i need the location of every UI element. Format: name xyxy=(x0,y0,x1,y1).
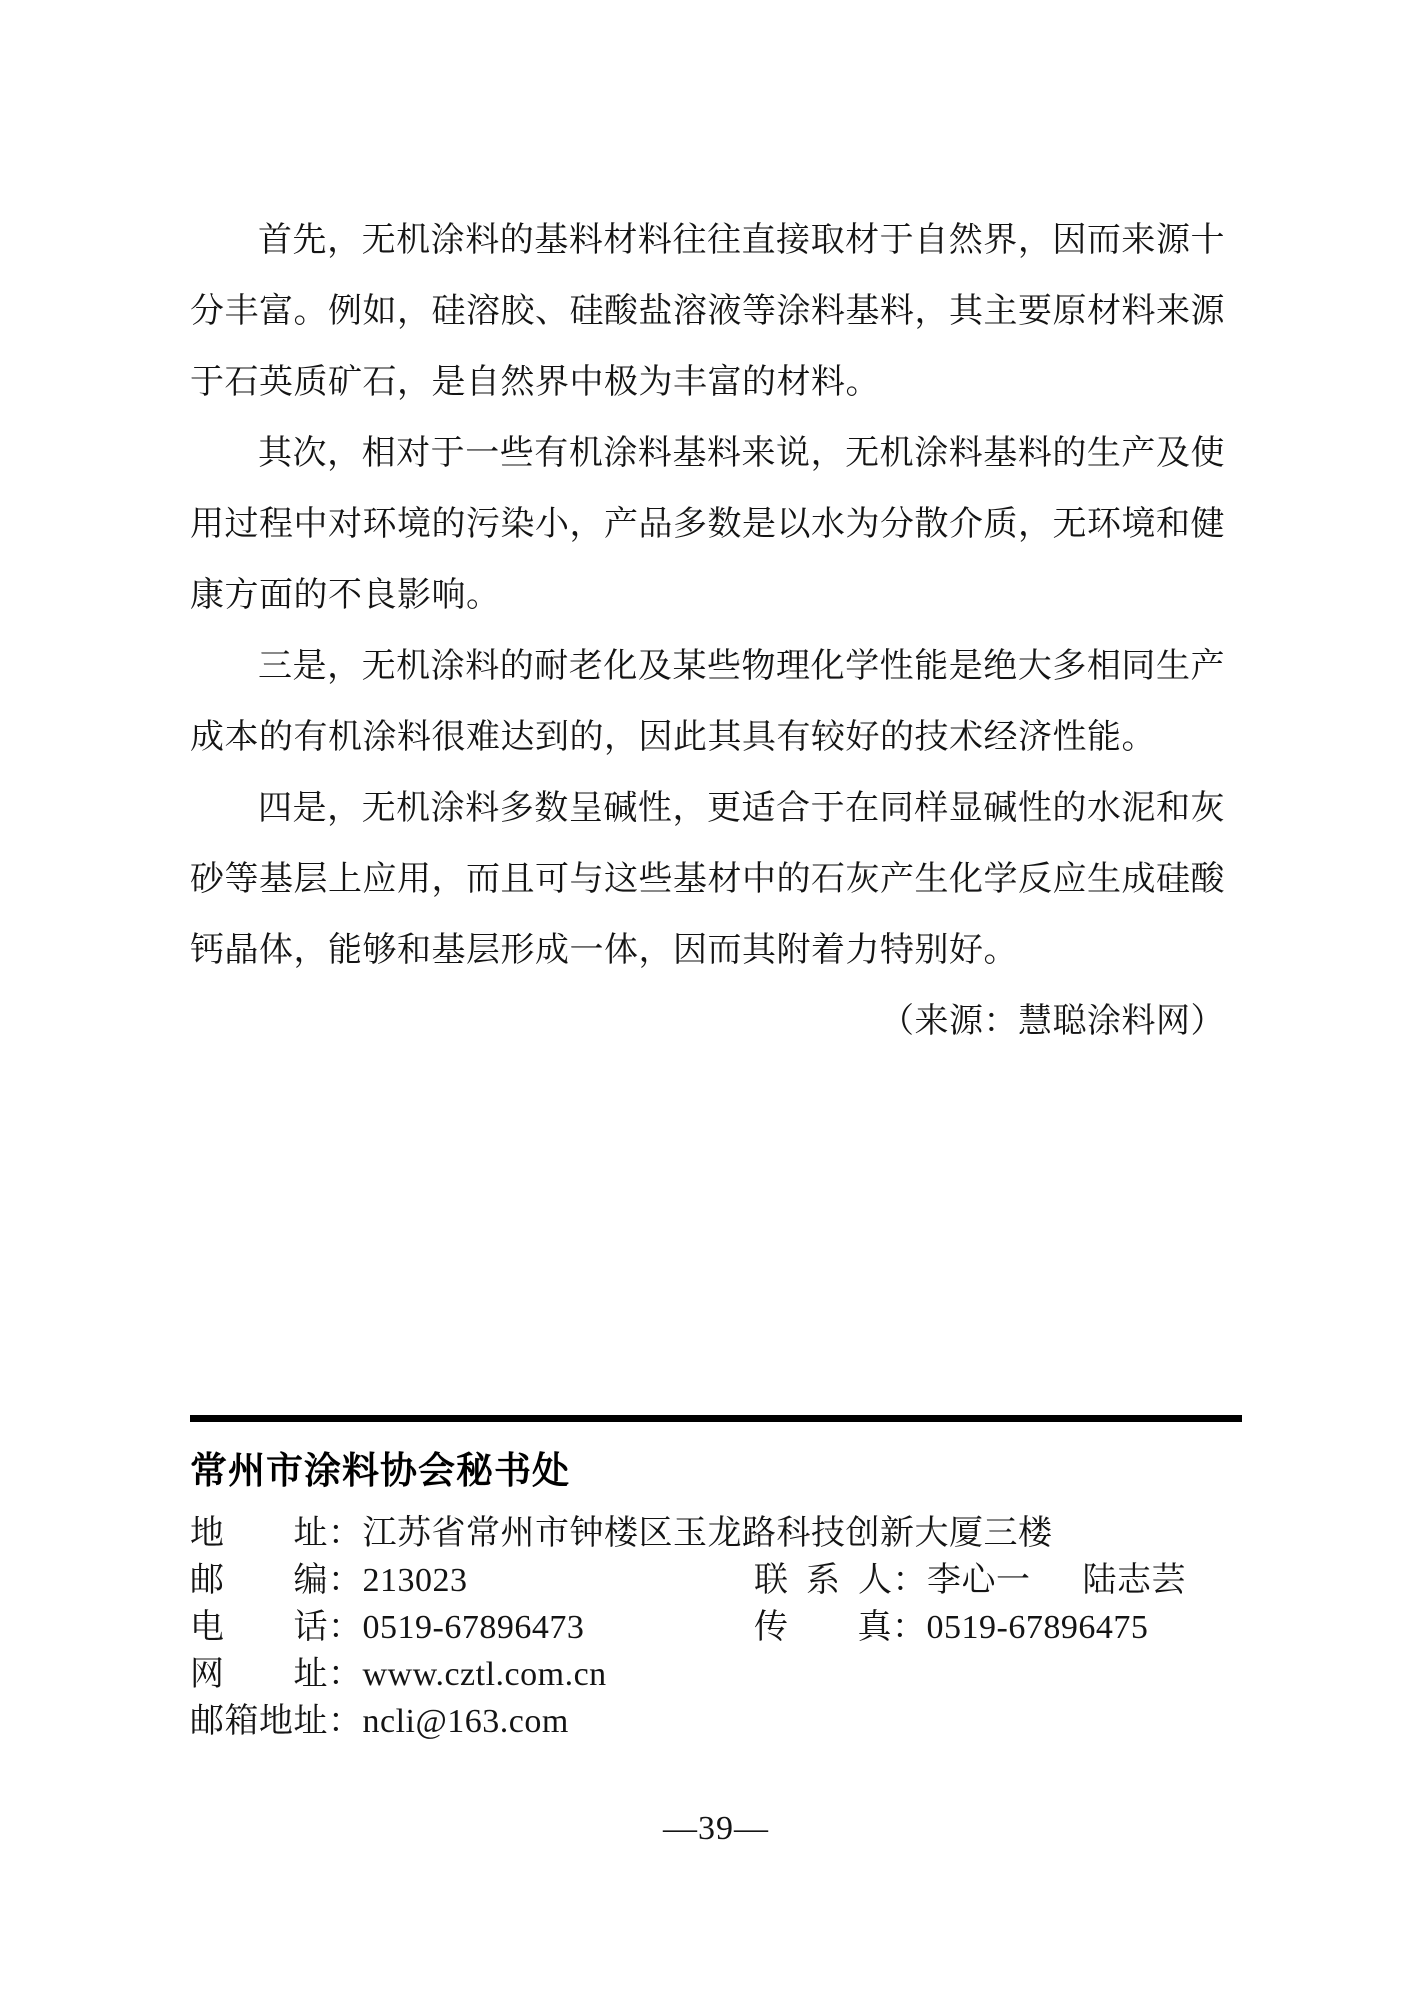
source-attribution: （来源：慧聪涂料网） xyxy=(880,1003,1225,1040)
email-label: 邮箱地址： xyxy=(190,1703,363,1740)
body-paragraph-2: 其次，相对于一些有机涂料基料来说，无机涂料基料的生产及使用过程中对环境的污染小，产品多数是以水为分散介质，无环境和健康方面的不良影响。 xyxy=(190,435,1225,614)
postcode-value: 213023 xyxy=(362,1562,468,1599)
contact-row-postcode xyxy=(190,1557,1290,1604)
website-value: www.cztl.com.cn xyxy=(362,1656,607,1693)
contact-person-value: 李心一 陆志芸 xyxy=(927,1562,1186,1599)
footer-org-name: 常州市涂料协会秘书处 xyxy=(190,1450,570,1491)
postcode-label: 邮 编： xyxy=(190,1562,363,1599)
address-label: 地 址： xyxy=(190,1515,363,1552)
page-number: —39— xyxy=(663,1810,769,1847)
body-paragraph-1: 首先，无机涂料的基料材料往往直接取材于自然界，因而来源十分丰富。例如，硅溶胶、硅酸盐溶液等涂料基料，其主要原材料来源于石英质矿石，是自然界中极为丰富的材料。 xyxy=(190,222,1225,401)
contact-row-address xyxy=(190,1510,1290,1557)
email-value: ncli@163.com xyxy=(362,1703,569,1740)
contact-row-phone xyxy=(190,1604,1290,1651)
fax-value: 0519-67896475 xyxy=(926,1609,1149,1646)
phone-label: 电 话： xyxy=(190,1609,363,1646)
contact-person-item xyxy=(754,1557,1186,1604)
address-value: 江苏省常州市钟楼区玉龙路科技创新大厦三楼 xyxy=(362,1515,1053,1552)
website-label: 网 址： xyxy=(190,1656,363,1693)
article-body xyxy=(190,205,1225,1057)
body-paragraph-4: 四是，无机涂料多数呈碱性，更适合于在同样显碱性的水泥和灰砂等基层上应用，而且可与这些基材中的石灰产生化学反应生成硅酸钙晶体，能够和基层形成一体，因而其附着力特别好。 xyxy=(190,790,1225,969)
contact-row-email xyxy=(190,1698,1290,1745)
fax-label: 传 真： xyxy=(754,1609,927,1646)
fax-item xyxy=(754,1604,1148,1651)
phone-value: 0519-67896473 xyxy=(362,1609,585,1646)
contact-person-label: 联 系 人： xyxy=(754,1562,927,1599)
contact-row-website xyxy=(190,1651,1290,1698)
divider-rule xyxy=(190,1415,1242,1422)
body-paragraph-3: 三是，无机涂料的耐老化及某些物理化学性能是绝大多相同生产成本的有机涂料很难达到的，因此其具有较好的技术经济性能。 xyxy=(190,648,1225,756)
contact-block xyxy=(190,1510,1290,1745)
